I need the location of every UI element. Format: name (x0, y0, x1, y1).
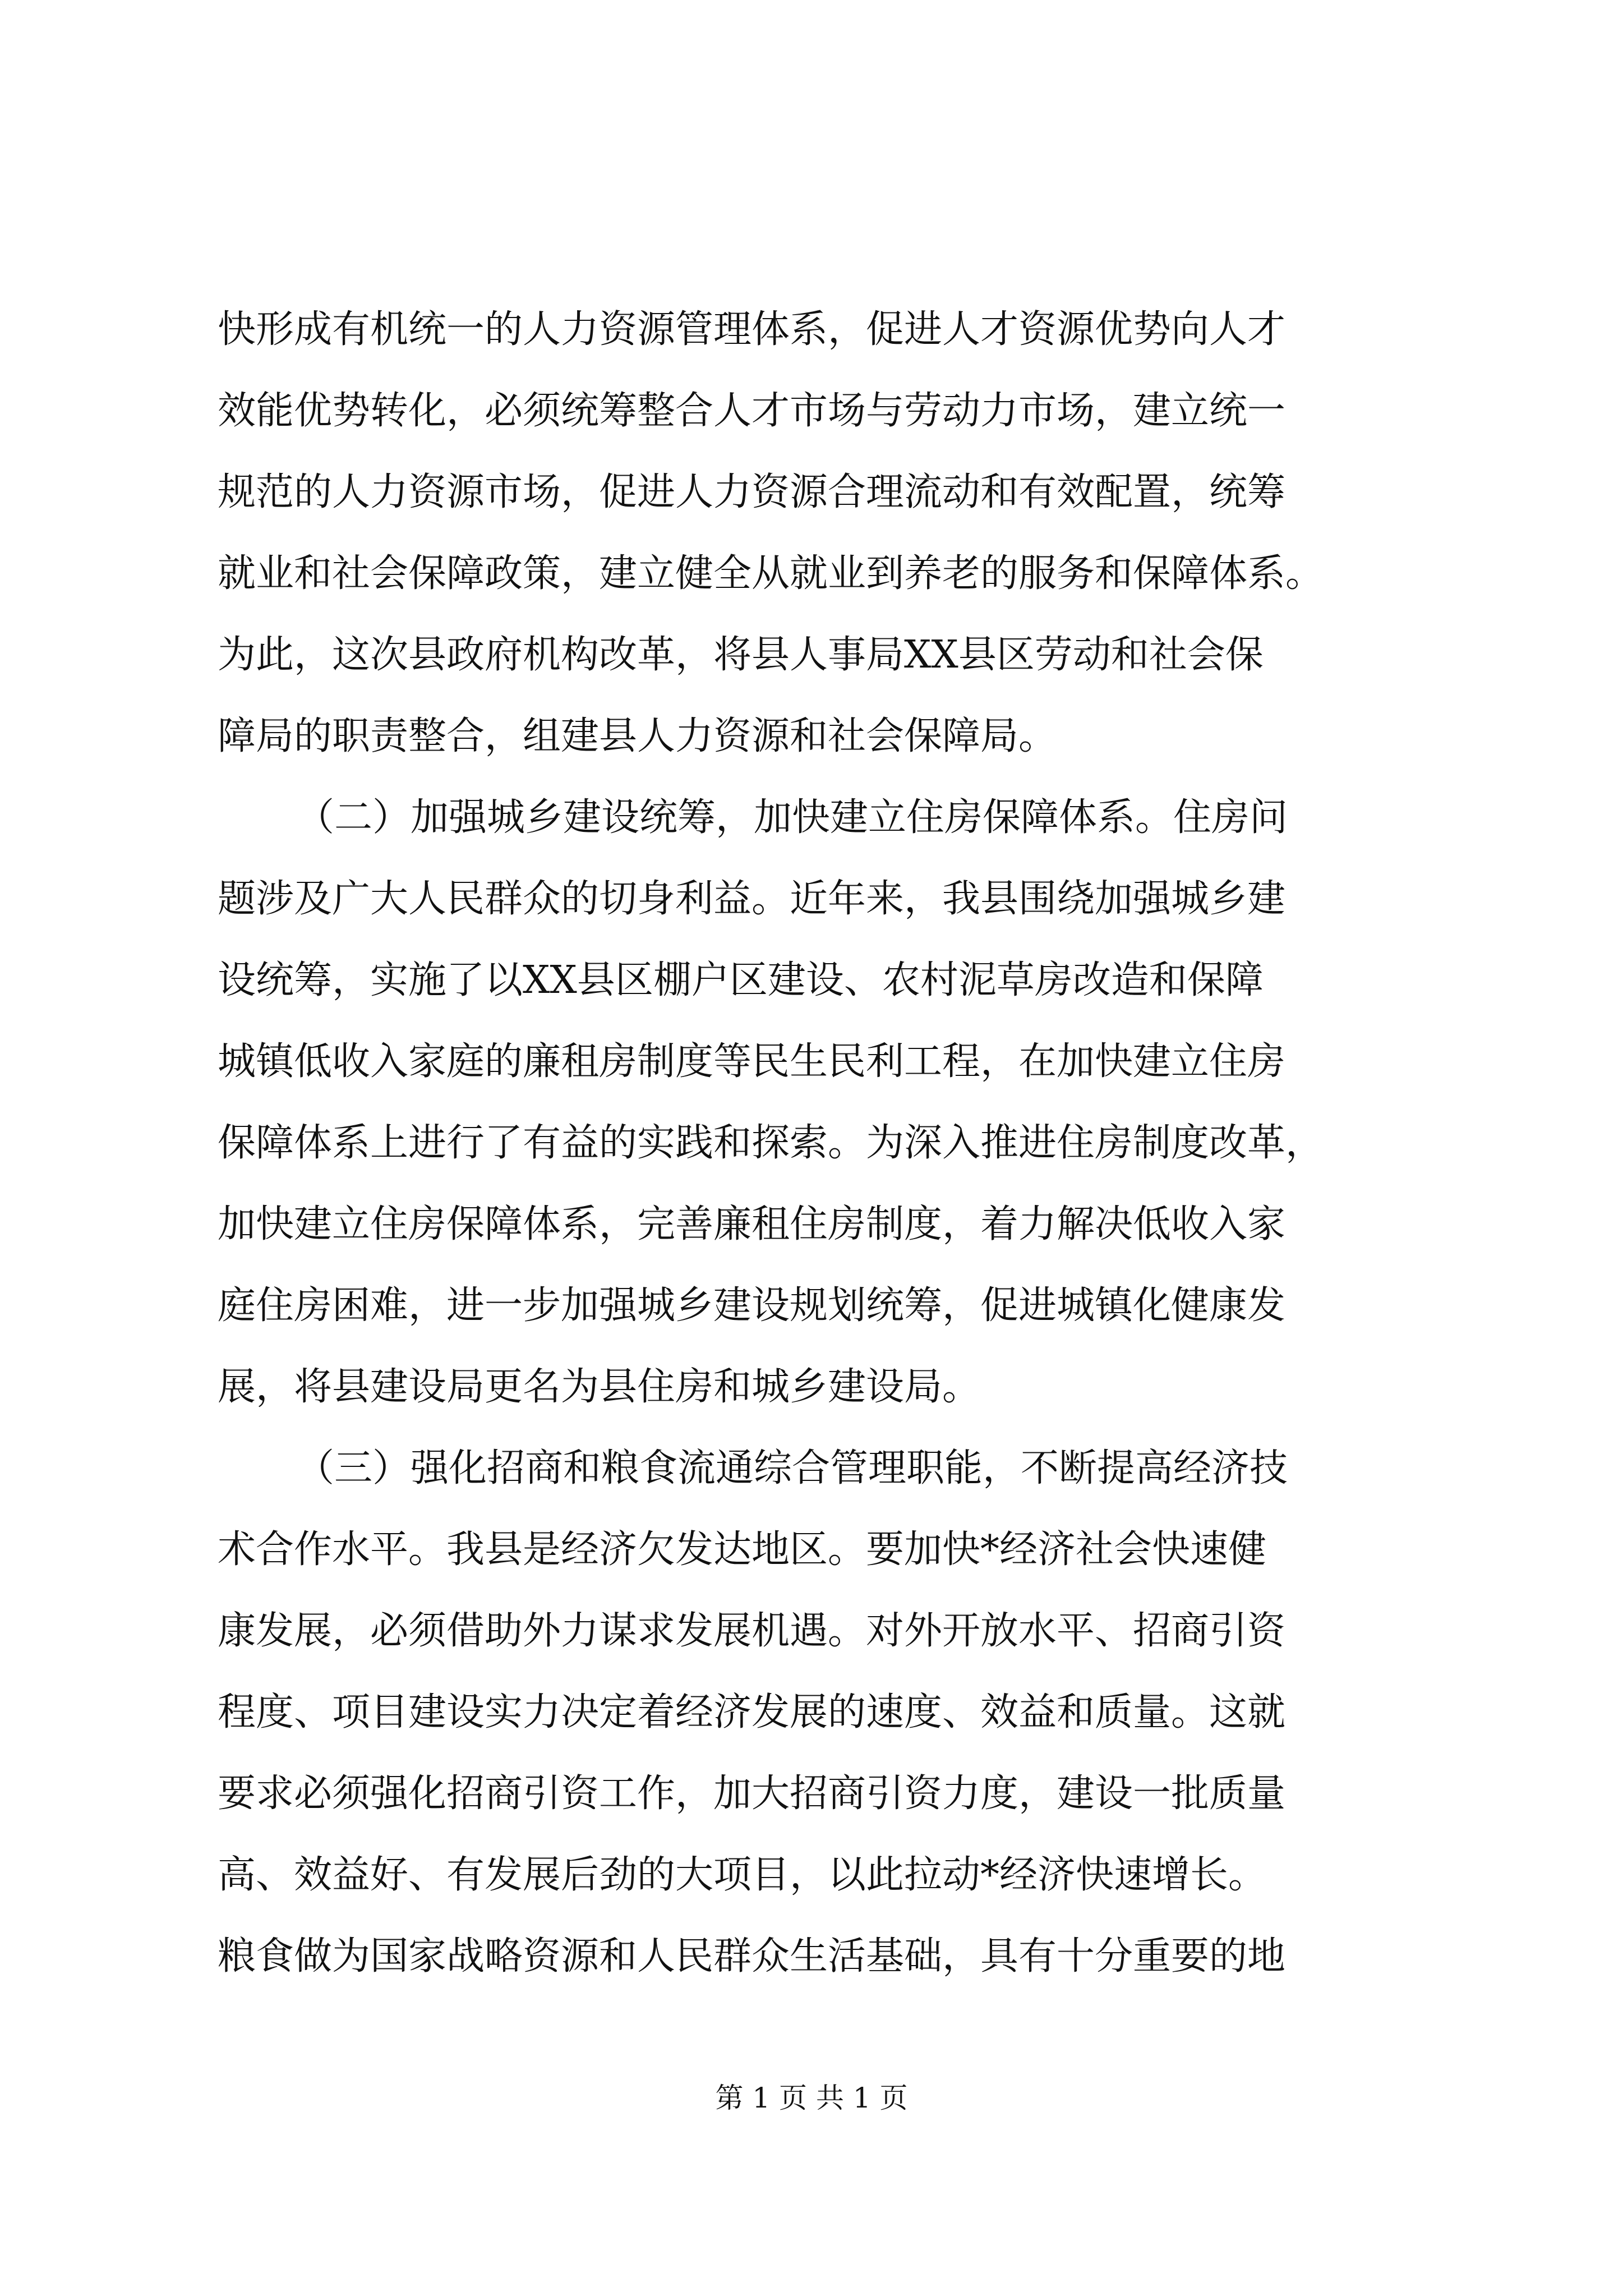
page-number-label: 第 1 页 共 1 页 (715, 2082, 908, 2114)
page-footer (0, 2076, 1623, 2120)
paragraph-heading-line: （二）加强城乡建设统筹，加快建立住房保障体系。住房问 (296, 795, 1288, 840)
text-line: 保障体系上进行了有益的实践和探索。为深入推进住房制度改革， (218, 1121, 1324, 1165)
text-line: 粮食做为国家战略资源和人民群众生活基础，具有十分重要的地 (218, 1934, 1286, 1978)
text-line: 为此，这次县政府机构改革，将县人事局XX县区劳动和社会保 (218, 633, 1264, 677)
text-line: 庭住房困难，进一步加强城乡建设规划统筹，促进城镇化健康发 (218, 1283, 1286, 1328)
text-line: 展，将县建设局更名为县住房和城乡建设局。 (218, 1365, 981, 1409)
text-line: 程度、项目建设实力决定着经济发展的速度、效益和质量。这就 (218, 1690, 1286, 1734)
text-line: 就业和社会保障政策，建立健全从就业到养老的服务和保障体系。 (218, 551, 1324, 596)
text-line: 城镇低收入家庭的廉租房制度等民生民利工程，在加快建立住房 (218, 1039, 1286, 1084)
text-line: 障局的职责整合，组建县人力资源和社会保障局。 (218, 714, 1057, 758)
text-line: 设统筹，实施了以XX县区棚户区建设、农村泥草房改造和保障 (218, 958, 1264, 1002)
text-line: 加快建立住房保障体系，完善廉租住房制度，着力解决低收入家 (218, 1202, 1286, 1246)
text-line: 康发展，必须借助外力谋求发展机遇。对外开放水平、招商引资 (218, 1609, 1286, 1653)
text-line: 规范的人力资源市场，促进人力资源合理流动和有效配置，统筹 (218, 470, 1286, 514)
text-line: 效能优势转化，必须统筹整合人才市场与劳动力市场，建立统一 (218, 389, 1286, 433)
text-line: 快形成有机统一的人力资源管理体系，促进人才资源优势向人才 (218, 307, 1286, 352)
text-line: 题涉及广大人民群众的切身利益。近年来，我县围绕加强城乡建 (218, 877, 1286, 921)
text-line: 术合作水平。我县是经济欠发达地区。要加快*经济社会快速健 (218, 1527, 1267, 1572)
paragraph-heading-line: （三）强化招商和粮食流通综合管理职能，不断提高经济技 (296, 1446, 1288, 1490)
text-line: 高、效益好、有发展后劲的大项目，以此拉动*经济快速增长。 (218, 1853, 1267, 1897)
text-line: 要求必须强化招商引资工作，加大招商引资力度，建设一批质量 (218, 1772, 1286, 1816)
